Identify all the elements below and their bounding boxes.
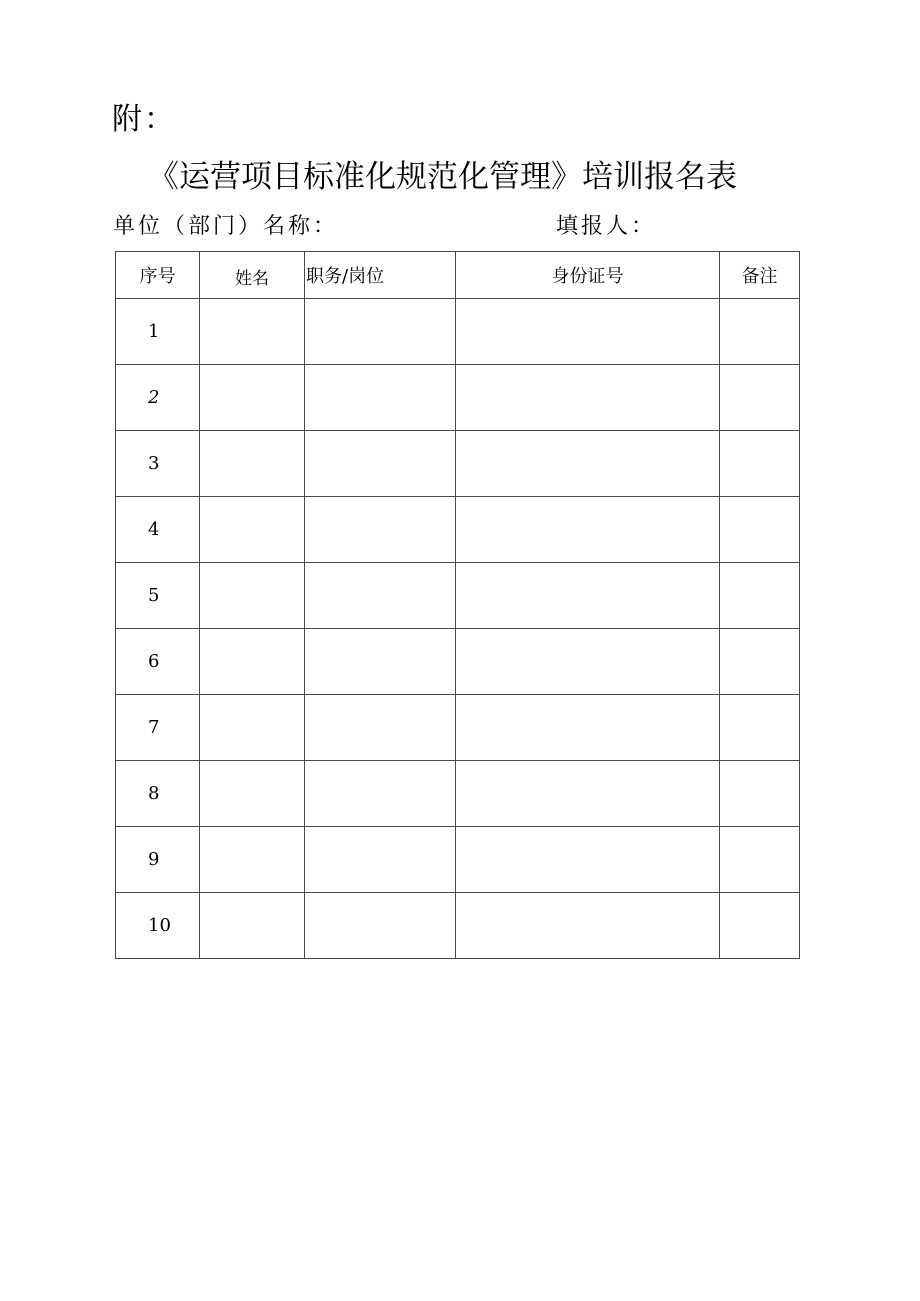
name-cell[interactable] xyxy=(200,695,305,761)
header-name: 姓名 xyxy=(200,252,305,299)
remarks-cell[interactable] xyxy=(720,629,800,695)
row-index: 5 xyxy=(116,563,200,629)
row-index: 10 xyxy=(116,893,200,959)
id-number-cell[interactable] xyxy=(456,563,720,629)
unit-name-label: 单位（部门）名称： xyxy=(113,214,339,239)
position-cell[interactable] xyxy=(305,893,456,959)
row-index: 8 xyxy=(116,761,200,827)
remarks-cell[interactable] xyxy=(720,695,800,761)
id-number-cell[interactable] xyxy=(456,365,720,431)
attachment-label: 附： xyxy=(112,102,176,137)
id-number-cell[interactable] xyxy=(456,827,720,893)
table-row xyxy=(116,761,800,827)
header-position: 职务/岗位 xyxy=(305,252,456,299)
remarks-cell[interactable] xyxy=(720,563,800,629)
position-cell[interactable] xyxy=(305,497,456,563)
row-index: 1 xyxy=(116,299,200,365)
name-cell[interactable] xyxy=(200,431,305,497)
remarks-cell[interactable] xyxy=(720,893,800,959)
position-cell[interactable] xyxy=(305,431,456,497)
name-cell[interactable] xyxy=(200,563,305,629)
id-number-cell[interactable] xyxy=(456,629,720,695)
id-number-cell[interactable] xyxy=(456,893,720,959)
name-cell[interactable] xyxy=(200,761,305,827)
header-index: 序号 xyxy=(116,252,200,299)
id-number-cell[interactable] xyxy=(456,497,720,563)
row-index: 2 xyxy=(116,365,200,431)
row-index: 9 xyxy=(116,827,200,893)
position-cell[interactable] xyxy=(305,761,456,827)
name-cell[interactable] xyxy=(200,299,305,365)
remarks-cell[interactable] xyxy=(720,497,800,563)
remarks-cell[interactable] xyxy=(720,761,800,827)
table-row xyxy=(116,431,800,497)
position-cell[interactable] xyxy=(305,827,456,893)
header-id-number: 身份证号 xyxy=(456,252,720,299)
table-row xyxy=(116,299,800,365)
remarks-cell[interactable] xyxy=(720,827,800,893)
name-cell[interactable] xyxy=(200,827,305,893)
table-row xyxy=(116,563,800,629)
row-index: 7 xyxy=(116,695,200,761)
form-meta-row xyxy=(113,210,813,244)
table-row xyxy=(116,629,800,695)
remarks-cell[interactable] xyxy=(720,365,800,431)
form-title: 《运营项目标准化规范化管理》培训报名表 xyxy=(148,159,737,195)
position-cell[interactable] xyxy=(305,299,456,365)
filler-label: 填报人： xyxy=(556,214,657,239)
id-number-cell[interactable] xyxy=(456,695,720,761)
id-number-cell[interactable] xyxy=(456,761,720,827)
position-cell[interactable] xyxy=(305,563,456,629)
name-cell[interactable] xyxy=(200,497,305,563)
header-remarks: 备注 xyxy=(720,252,800,299)
table-row xyxy=(116,365,800,431)
table-row xyxy=(116,827,800,893)
name-cell[interactable] xyxy=(200,893,305,959)
id-number-cell[interactable] xyxy=(456,431,720,497)
position-cell[interactable] xyxy=(305,695,456,761)
row-index: 6 xyxy=(116,629,200,695)
remarks-cell[interactable] xyxy=(720,299,800,365)
name-cell[interactable] xyxy=(200,365,305,431)
signup-table xyxy=(115,251,800,959)
table-row xyxy=(116,497,800,563)
row-index: 3 xyxy=(116,431,200,497)
row-index: 4 xyxy=(116,497,200,563)
position-cell[interactable] xyxy=(305,365,456,431)
table-header-row xyxy=(116,252,800,299)
position-cell[interactable] xyxy=(305,629,456,695)
table-row xyxy=(116,695,800,761)
id-number-cell[interactable] xyxy=(456,299,720,365)
table-row xyxy=(116,893,800,959)
remarks-cell[interactable] xyxy=(720,431,800,497)
name-cell[interactable] xyxy=(200,629,305,695)
